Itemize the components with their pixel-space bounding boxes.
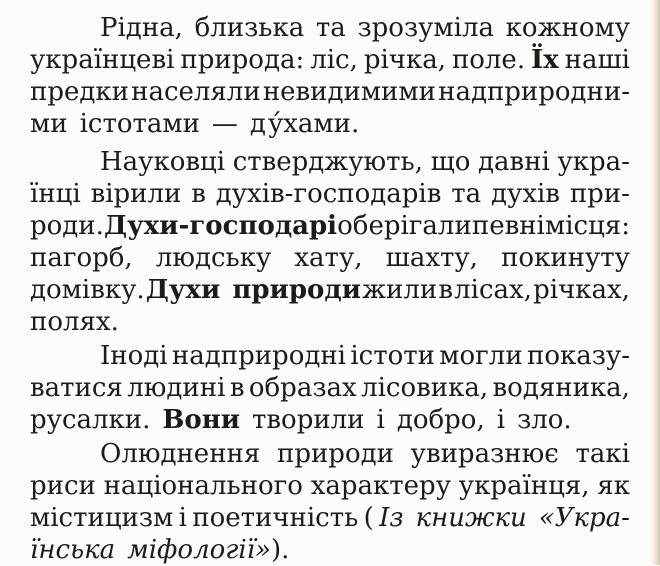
word: шахту, (385, 243, 478, 273)
bold-word: Вони (162, 405, 241, 435)
word: українцеві (30, 45, 175, 75)
word: риси (30, 471, 96, 501)
word: невидимими (262, 77, 436, 107)
word: як (597, 471, 630, 501)
source-citation-end (30, 534, 271, 566)
bold-term-spirits-of-nature (146, 274, 361, 306)
word: близька (194, 13, 305, 43)
bold-term-spirits-hosts: Духи-господарі (104, 211, 338, 241)
word: в (229, 373, 245, 403)
word: водяника, (492, 373, 630, 403)
word: могли (439, 341, 523, 371)
italic-word: їнська (30, 535, 116, 565)
word: домівку. (30, 275, 145, 305)
word: поетичність (192, 503, 359, 533)
word: Науковці (100, 147, 226, 177)
paragraph-4-line-2 (30, 470, 630, 502)
word: вірили (90, 179, 182, 209)
word: жили (362, 275, 438, 305)
word: кожному (505, 13, 630, 43)
word: роди. (30, 211, 104, 241)
word: у́хами. (267, 109, 360, 139)
word: добро, (396, 405, 485, 435)
word: і (376, 405, 385, 435)
bold-word: Духи (145, 275, 221, 305)
word: ватися (30, 373, 123, 403)
paragraph-2-line-5 (30, 274, 630, 306)
word: людську (155, 243, 272, 273)
source-citation-start (379, 502, 630, 534)
word: русалки. (30, 405, 151, 435)
word: природа: (180, 45, 305, 75)
word: ліс, (310, 45, 358, 75)
word: та (315, 13, 346, 43)
word: Олюднення (100, 439, 261, 469)
paragraph-2-line-3 (30, 210, 630, 242)
paragraph-4-line-4 (30, 534, 630, 566)
word: в (438, 275, 453, 305)
word: і (496, 405, 506, 435)
paragraph-2-line-1 (100, 146, 630, 178)
word: природи (277, 439, 394, 469)
italic-word: «Укра- (538, 503, 630, 533)
italic-word: книжки (415, 503, 527, 533)
word: істоти (350, 341, 435, 371)
word: місця: (544, 211, 630, 241)
word: при- (569, 179, 630, 209)
paragraph-3-line-2 (30, 372, 630, 404)
word: і (178, 503, 187, 533)
word: образах (248, 373, 357, 403)
paragraph-1-line-3 (30, 76, 630, 108)
paragraph-4-line-3 (30, 502, 630, 534)
word: лісовика, (361, 373, 489, 403)
paragraph-1-line-1 (100, 12, 630, 44)
page-edge-shadow (650, 0, 660, 565)
word: українця, (458, 471, 590, 501)
word: — (211, 109, 238, 139)
word: населяли (131, 77, 261, 107)
word: Іноді (100, 341, 168, 371)
word: такі (575, 439, 630, 469)
word: стверджують, (232, 147, 423, 177)
paragraph-1-line-2 (30, 44, 630, 76)
word: духів-господарів (215, 179, 442, 209)
word: надприродни- (438, 77, 630, 107)
word: показу- (526, 341, 630, 371)
word: їнці (30, 179, 81, 209)
word: національного (103, 471, 303, 501)
word: істотами (79, 109, 200, 139)
word: творили (252, 405, 365, 435)
italic-word: міфології» (127, 535, 271, 565)
word: хату, (294, 243, 363, 273)
paragraph-4-line-1 (100, 438, 630, 470)
word: в (191, 179, 206, 209)
word: д (249, 109, 266, 139)
word: Рідна, (100, 13, 183, 43)
word: давні (478, 147, 550, 177)
word: духів (491, 179, 560, 209)
word: надприродні (171, 341, 346, 371)
paragraph-3-line-1 (100, 340, 630, 372)
paragraph-3-line-3 (30, 404, 630, 436)
word: містицизм (30, 503, 174, 533)
word: полях. (30, 307, 119, 337)
paragraph-2-line-2 (30, 178, 630, 210)
word: лісах, (454, 275, 532, 305)
word: поле. (451, 45, 526, 75)
word: людині (127, 373, 226, 403)
word: та (451, 179, 482, 209)
paragraph-1-line-4 (30, 108, 630, 140)
word: річка, (363, 45, 446, 75)
closing-punctuation: ). (270, 535, 290, 565)
paragraph-2-line-6 (30, 306, 630, 338)
word: що (430, 147, 471, 177)
word: річках, (533, 275, 630, 305)
bold-word: Їх (531, 45, 559, 75)
word: покинуту (501, 243, 630, 273)
bold-word: природи (232, 275, 361, 305)
word: зрозуміла (357, 13, 494, 43)
word: зло. (517, 405, 572, 435)
word: оберігали (337, 211, 472, 241)
word: увиразнює (410, 439, 559, 469)
italic-word: Із (379, 503, 404, 533)
word: ми (30, 109, 68, 139)
word: укра- (557, 147, 630, 177)
word: пагорб, (30, 243, 133, 273)
word: наші (564, 45, 630, 75)
word: предки (30, 77, 129, 107)
word: характеру (310, 471, 451, 501)
word: певні (471, 211, 545, 241)
paragraph-2-line-4 (30, 242, 630, 274)
word: ( (363, 503, 374, 533)
